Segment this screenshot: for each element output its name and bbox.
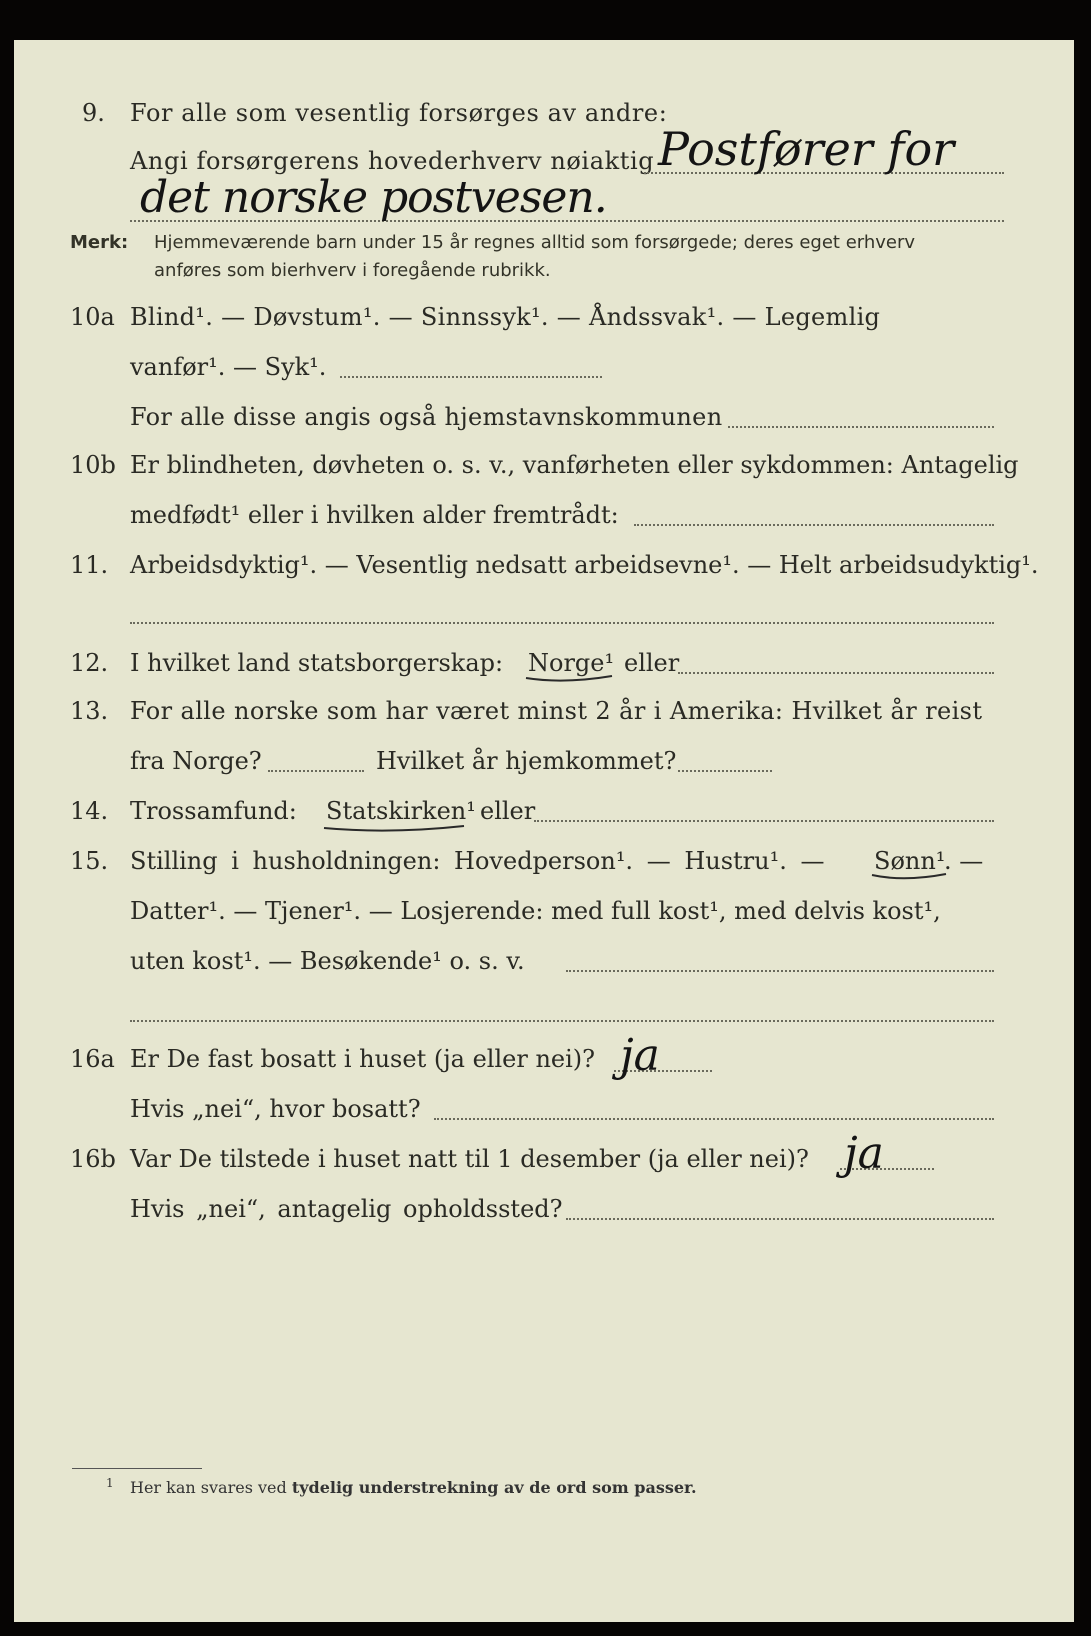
q15-line1c: . — <box>944 847 984 875</box>
item-number-10b: 10b <box>70 451 116 479</box>
q9-handwritten-answer-1: Postfører for <box>658 122 955 176</box>
q14-statskirken-underline-mark <box>320 820 470 836</box>
item-number-11: 11. <box>70 551 109 579</box>
item-number-16b: 16b <box>70 1145 116 1173</box>
q9-handwritten-answer-2: det norske postvesen. <box>140 172 607 223</box>
note-line1: Hjemmeværende barn under 15 år regnes alltid som forsørgede; deres eget erhverv <box>154 232 916 253</box>
q15-line1a: Stilling i husholdningen: Hovedperson¹. — Hustru¹. — <box>130 847 825 875</box>
q10b-answer-line <box>634 524 994 526</box>
note-line2: anføres som bierhverv i foregående rubrikk. <box>154 260 551 281</box>
q12-answer-line <box>678 672 994 674</box>
q16a-handwritten-answer: ja <box>620 1030 660 1081</box>
item-number-12: 12. <box>70 649 109 677</box>
census-form-page <box>14 40 1074 1622</box>
footnote-text-bold: tydelig understrekning av de ord som passer. <box>291 1478 697 1497</box>
q14-answer-line <box>534 820 994 822</box>
q13-departure-year-line <box>268 770 364 772</box>
q15-line2: Datter¹. — Tjener¹. — Losjerende: med full kost¹, med delvis kost¹, <box>130 897 941 925</box>
q16b-handwritten-answer: ja <box>844 1128 884 1179</box>
q16b-line2: Hvis „nei“, antagelig opholdssted? <box>130 1195 563 1223</box>
item-number-15: 15. <box>70 847 109 875</box>
q10a-line1: Blind¹. — Døvstum¹. — Sinnssyk¹. — Åndssvak¹. — Legemlig <box>130 303 881 331</box>
q12-line1a: I hvilket land statsborgerskap: <box>130 649 504 677</box>
footnote-text <box>130 1478 697 1497</box>
q13-return-year-line <box>678 770 772 772</box>
q14-line1c: eller <box>480 797 536 825</box>
q12-line1c: eller <box>624 649 680 677</box>
note-label: Merk: <box>70 232 129 253</box>
footnote-rule <box>72 1468 202 1469</box>
q15-option-sonn: Sønn¹ <box>874 847 946 875</box>
q12-norge-underline-mark <box>524 672 616 686</box>
q10a-line2: vanfør¹. — Syk¹. <box>130 353 327 381</box>
item-number-9: 9. <box>82 99 105 127</box>
item-number-13: 13. <box>70 697 109 725</box>
q10b-line1: Er blindheten, døvheten o. s. v., vanførheten eller sykdommen: Antagelig <box>130 451 1019 479</box>
q16a-line2: Hvis „nei“, hvor bosatt? <box>130 1095 421 1123</box>
q16b-line1: Var De tilstede i huset natt til 1 desember (ja eller nei)? <box>130 1145 809 1173</box>
q10b-line2: medfødt¹ eller i hvilken alder fremtrådt: <box>130 501 619 529</box>
q10a-answer-line <box>340 376 602 378</box>
q10a-line3: For alle disse angis også hjemstavnskommunen <box>130 403 723 431</box>
q15-line3: uten kost¹. — Besøkende¹ o. s. v. <box>130 947 525 975</box>
item-number-10a: 10a <box>70 303 115 331</box>
q9-line1: For alle som vesentlig forsørges av andre: <box>130 99 668 127</box>
q15-extra-line <box>130 1020 994 1022</box>
item-number-16a: 16a <box>70 1045 115 1073</box>
footnote-text-plain: Her kan svares ved <box>130 1478 287 1497</box>
q13-line1: For alle norske som har været minst 2 år i Amerika: Hvilket år reist <box>130 697 983 725</box>
q14-line1a: Trossamfund: <box>130 797 297 825</box>
q10a-home-municipality-line <box>728 426 994 428</box>
q15-answer-line <box>566 970 994 972</box>
q13-line2a: fra Norge? <box>130 747 262 775</box>
q13-line2b: Hvilket år hjemkommet? <box>376 747 677 775</box>
q14-option-statskirken: Statskirken¹ <box>326 797 476 825</box>
footnote-mark: 1 <box>106 1476 114 1490</box>
q9-line2: Angi forsørgerens hovederhverv nøiaktig <box>130 147 655 175</box>
q16a-residence-line <box>434 1118 994 1120</box>
q15-sonn-underline-mark <box>870 870 950 884</box>
q16b-whereabouts-line <box>566 1218 994 1220</box>
item-number-14: 14. <box>70 797 109 825</box>
q12-option-norge: Norge¹ <box>528 649 615 677</box>
q11-line1: Arbeidsdyktig¹. — Vesentlig nedsatt arbeidsevne¹. — Helt arbeidsudyktig¹. <box>130 551 1039 579</box>
q11-answer-line <box>130 622 994 624</box>
q16a-line1: Er De fast bosatt i huset (ja eller nei)? <box>130 1045 596 1073</box>
